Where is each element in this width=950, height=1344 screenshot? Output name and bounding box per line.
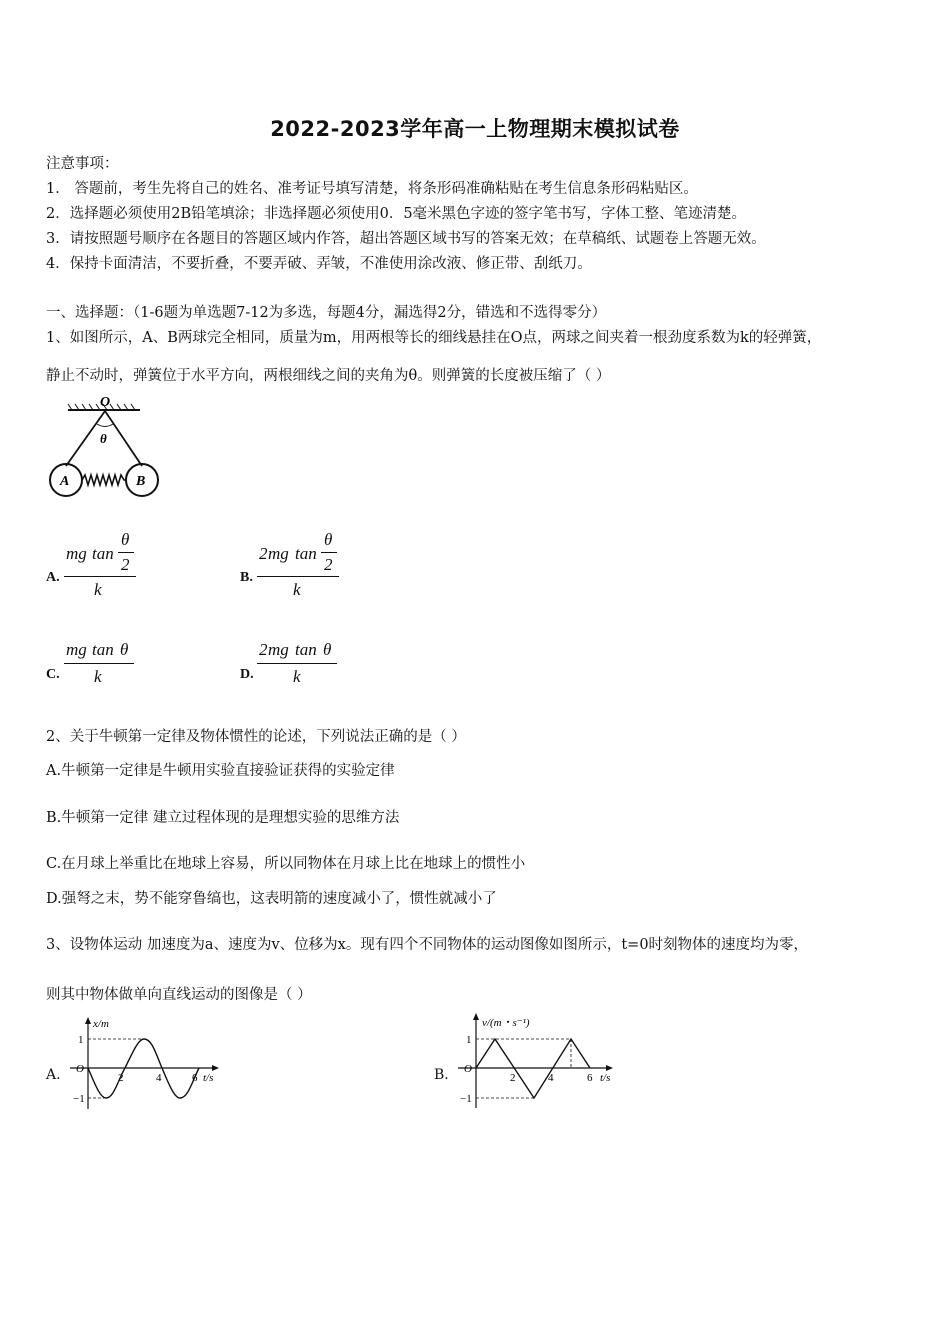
graph-a-ylabel: x/m [93,1018,109,1030]
option-b-tan: tan [295,544,317,563]
ball-a-label: A [60,474,70,489]
graph-a-label: A. [46,1067,61,1083]
graph-a [60,1014,225,1114]
option-c-label: C. [46,667,60,682]
graph-a-xtick-2: 2 [118,1072,124,1084]
page-title: 2022-2023学年高一上物理期末模拟试卷 [270,117,680,141]
option-b-angle-den: 2 [324,555,333,574]
option-b-coef: 2 [259,544,268,563]
option-b-mg: mg [268,544,289,563]
spring [82,475,126,485]
graph-b-xtick-2: 2 [510,1072,516,1084]
option-a-bar [64,576,136,577]
graph-b-origin: O [464,1063,472,1075]
notice-item-2: 2．选择题必须使用2B铅笔填涂；非选择题必须使用0．5毫米黑色字迹的签字笔书写，字体工整、笔迹清楚。 [46,206,747,222]
option-b-den: k [293,580,301,599]
option-a-angle-den: 2 [121,555,130,574]
ball-b-label: B [136,474,146,489]
question-2-stem: 2、关于牛顿第一定律及物体惯性的论述，下列说法正确的是（ ） [46,729,466,745]
section-heading: 一、选择题：（1-6题为单选题7-12为多选，每题4分，漏选得2分，错选和不选得零分） [46,305,607,321]
option-b-angle-num: θ [324,530,333,549]
notice-item-1: 1． 答题前，考生先将自己的姓名、准考证号填写清楚，将条形码准确粘贴在考生信息条形码粘贴区。 [46,181,698,197]
question-3-stem-line-2: 则其中物体做单向直线运动的图像是（ ） [46,987,312,1003]
graph-b-ytick-1: 1 [466,1034,472,1046]
option-b-formula [257,530,339,602]
option-d-den: k [293,667,301,686]
notice-item-4: 4．保持卡面清洁，不要折叠，不要弄破、弄皱，不准使用涂改液、修正带、刮纸刀。 [46,256,592,272]
option-c-mg: mg [66,640,87,659]
option-a-mg: mg [66,544,87,563]
graph-a-ytick-neg1: −1 [73,1093,85,1105]
option-d-tan: tan [295,640,317,659]
graph-b-xlabel: t/s [600,1072,611,1084]
option-a-angle-num: θ [121,530,130,549]
question-3-stem-line-1: 3、设物体运动 加速度为a、速度为v、位移为x。现有四个不同物体的运动图像如图所示，t=0时刻物体的速度均为零， [46,937,809,953]
option-d-bar [257,663,337,664]
option-c-bar [64,663,134,664]
option-b-bar [257,576,339,577]
question-1-figure [44,394,164,502]
notice-item-3: 3．请按照题号顺序在各题目的答题区域内作答，超出答题区域书写的答案无效；在草稿纸、试题卷上答题无效。 [46,231,766,247]
angle-label: θ [100,431,107,446]
option-d-angle: θ [323,640,332,659]
option-b-label: B. [240,570,253,585]
graph-a-ytick-1: 1 [78,1034,84,1046]
option-c-formula [64,640,136,690]
graph-a-xtick-6: 6 [192,1072,198,1084]
option-d-mg: mg [268,640,289,659]
graph-b-xtick-4: 4 [548,1072,554,1084]
option-d-formula [257,640,339,690]
option-b-inner-bar [321,552,337,553]
question-1-stem-line-2: 静止不动时，弹簧位于水平方向，两根细线之间的夹角为θ。则弹簧的长度被压缩了（ ） [46,368,611,384]
option-a-label: A. [46,570,60,585]
graph-a-xtick-4: 4 [156,1072,162,1084]
question-1-stem-line-1: 1、如图所示，A、B两球完全相同，质量为m，用两根等长的细线悬挂在O点，两球之间夹着一根劲度系数为k的轻弹簧， [46,330,822,346]
option-a-den: k [94,580,102,599]
option-d-coef: 2 [259,640,268,659]
option-a-tan: tan [92,544,114,563]
option-c-angle: θ [120,640,129,659]
question-2-option-d: D.强弩之末，势不能穿鲁缟也，这表明箭的速度减小了，惯性就减小了 [46,891,497,907]
notice-heading: 注意事项： [46,156,119,172]
option-d-label: D. [240,667,254,682]
graph-b-ytick-neg1: −1 [460,1093,472,1105]
question-2-option-b: B.牛顿第一定律 建立过程体现的是理想实验的思维方法 [46,810,400,826]
graph-b-label: B. [434,1067,449,1083]
graph-a-origin: O [76,1063,84,1075]
question-2-option-c: C.在月球上举重比在地球上容易，所以同物体在月球上比在地球上的惯性小 [46,856,526,872]
option-a-formula [64,530,136,602]
graph-a-xlabel: t/s [203,1072,214,1084]
graph-b-xtick-6: 6 [587,1072,593,1084]
graph-b [450,1010,625,1114]
pivot-label: O [100,395,111,410]
graph-b-ylabel: v/(m・s⁻¹) [482,1017,530,1029]
option-a-inner-bar [118,552,134,553]
option-c-tan: tan [92,640,114,659]
question-2-option-a: A.牛顿第一定律是牛顿用实验直接验证获得的实验定律 [46,763,395,779]
option-c-den: k [94,667,102,686]
